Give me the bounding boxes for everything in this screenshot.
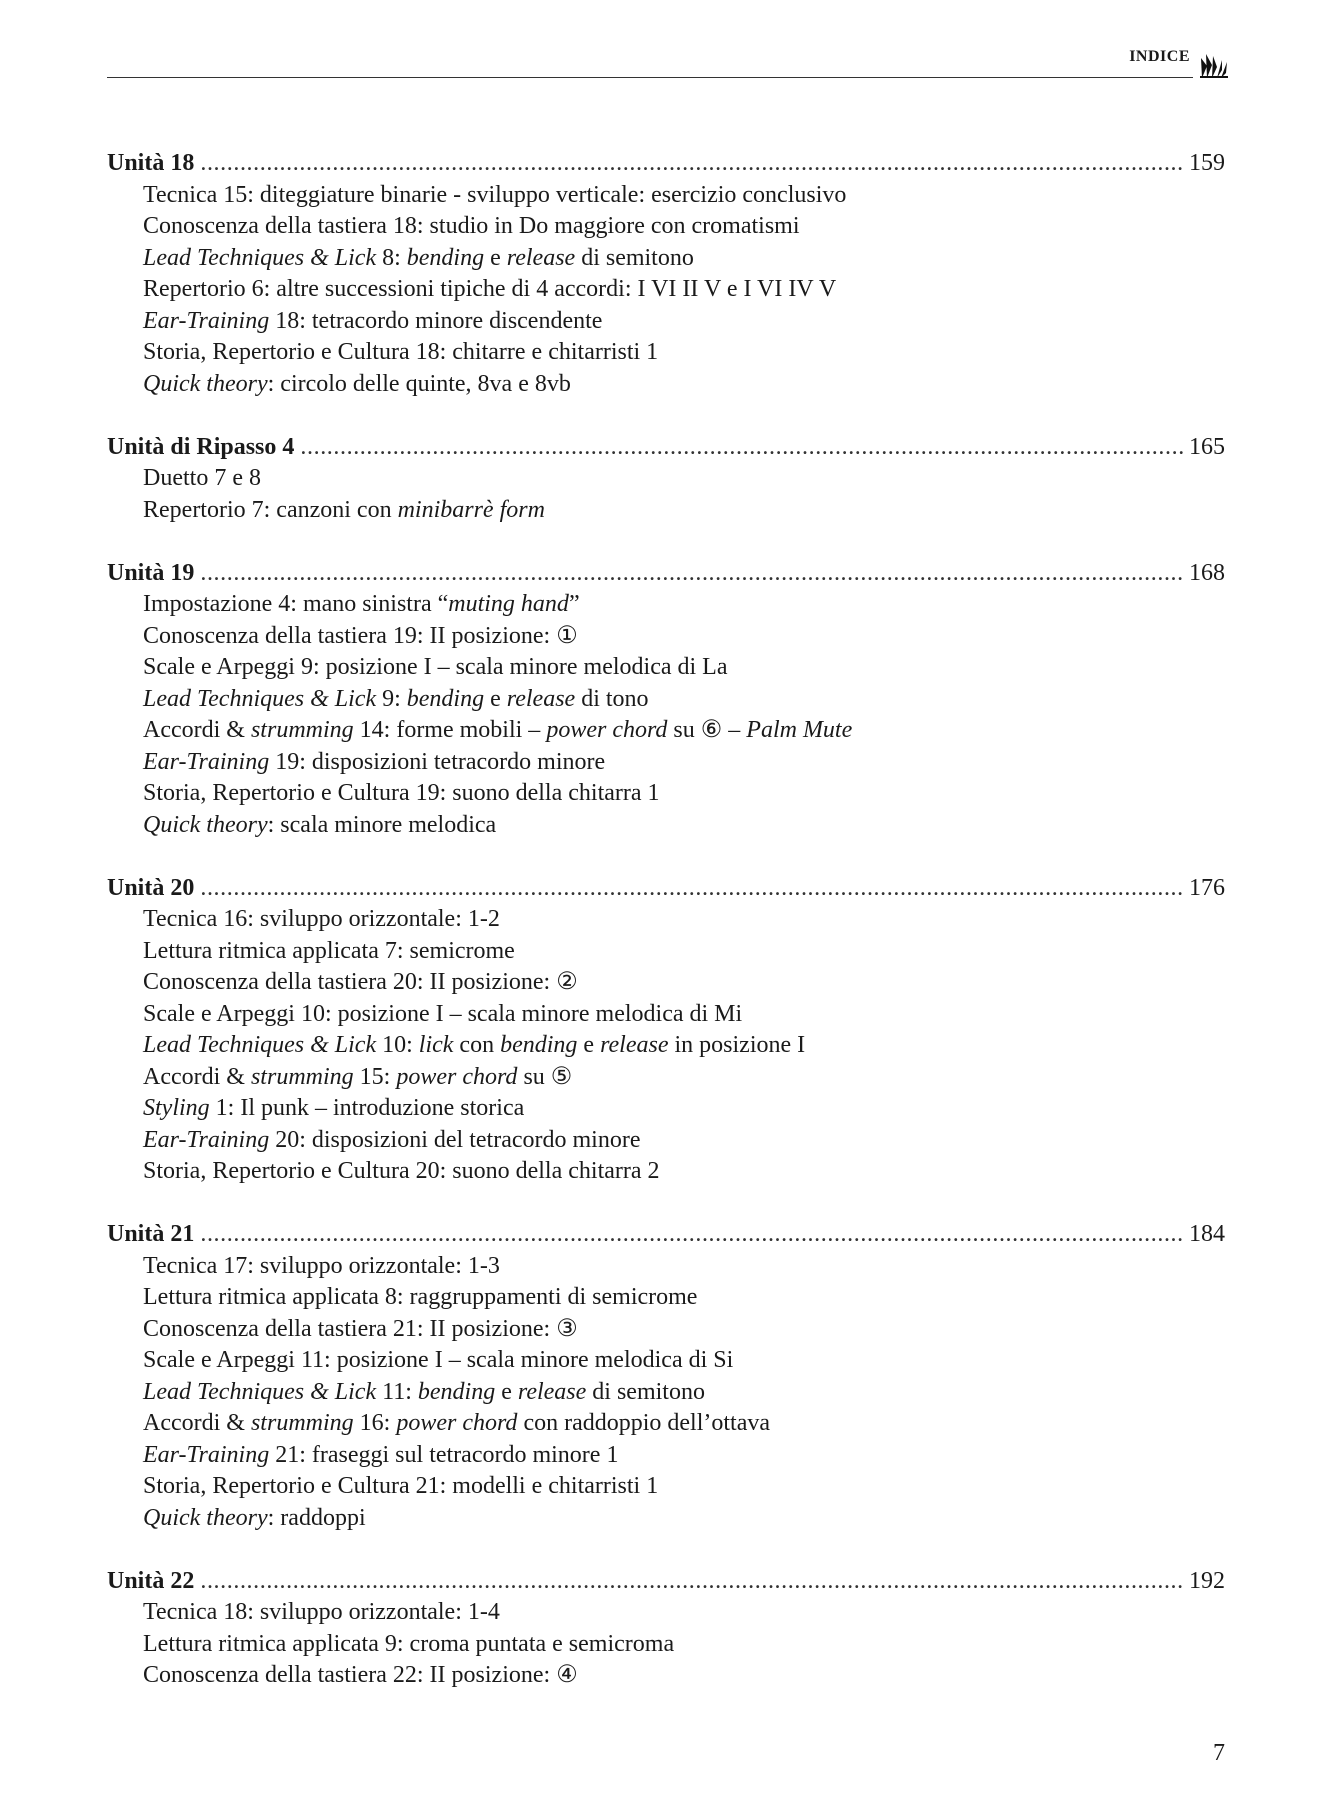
toc-entry [143,1660,1225,1692]
toc-unit-heading [107,1566,1225,1598]
unit-title: Unità 19 [107,559,195,586]
entry-text-italic: power chord [546,717,668,743]
entry-text: 10: [376,1032,419,1058]
entry-text-italic: strumming [250,717,354,743]
entry-text: Scale e Arpeggi 10: posizione I – scala minore melodica di Mi [143,1000,743,1027]
toc-entry [143,747,1225,779]
entry-text: Tecnica 18: sviluppo orizzontale: 1-4 [143,1599,500,1625]
unit-page-number: 159 [1189,150,1225,176]
unit-title: Unità 20 [107,874,195,901]
entry-text: di semitono [575,244,694,271]
entry-text: Lettura ritmica applicata 8: raggruppamenti di semicrome [143,1284,698,1310]
unit-page-number: 168 [1189,559,1225,586]
entry-text: 21: fraseggi sul tetracordo minore 1 [269,1441,619,1468]
entry-text: Repertorio 7: canzoni con [143,496,398,523]
entry-text-italic: Quick theory [143,370,268,397]
entry-text: e [577,1032,601,1058]
entry-text-italic: release [506,685,576,712]
toc-entry [143,1282,1225,1314]
toc-unit [107,432,1225,527]
entry-text: 18: tetracordo minore discendente [269,307,603,334]
unit-title: Unità di Ripasso 4 [107,433,295,460]
toc-entry [143,211,1225,243]
toc-entry [143,1597,1225,1629]
entry-text: con [453,1032,501,1058]
entry-text: 14: forme mobili – [353,717,547,743]
toc-entries [107,463,1225,526]
entry-text-italic: Lead Techniques & Lick [143,1378,377,1405]
dot-leader [200,148,1185,180]
entry-text: Conoscenza della tastiera 18: studio in Do maggiore con cromatismi [143,213,800,239]
entry-text: e [484,685,507,712]
entry-text: Conoscenza della tastiera 22: II posizione: ④ [143,1662,578,1688]
entry-text: : circolo delle quinte, 8va e 8vb [267,370,571,397]
toc-entry [143,463,1225,495]
toc-entry [143,274,1225,306]
entry-text-italic: Lead Techniques & Lick [143,244,377,271]
entry-text: Tecnica 15: diteggiature binarie - sviluppo verticale: esercizio conclusivo [143,181,847,208]
entry-text: Repertorio 6: altre successioni tipiche di 4 accordi: I VI II V e I VI IV V [143,276,837,302]
unit-page-number: 184 [1189,1221,1225,1247]
entry-text-italic: release [517,1378,587,1405]
toc-entry [143,936,1225,968]
entry-text: Accordi & [143,717,251,743]
entry-text: 20: disposizioni del tetracordo minore [269,1126,641,1153]
unit-page-number: 165 [1189,433,1225,460]
entry-text: 19: disposizioni tetracordo minore [269,748,606,775]
toc-unit [107,873,1225,1188]
entry-text-italic: bending [417,1378,496,1405]
entry-text-italic: bending [500,1032,578,1058]
entry-text-italic: Ear-Training [143,1441,270,1468]
toc-entries [107,1251,1225,1535]
entry-text: con raddoppio dell’ottava [517,1410,771,1436]
entry-text-italic: strumming [250,1063,354,1090]
entry-text: Duetto 7 e 8 [143,465,261,491]
entry-text: Accordi & [143,1063,251,1090]
entry-text: di semitono [586,1378,705,1405]
unit-page-number: 176 [1189,874,1225,901]
toc-entries [107,180,1225,401]
toc-unit-heading [107,873,1225,905]
running-header: INDICE [1129,48,1190,65]
entry-text-italic: bending [406,244,485,271]
entry-text: Conoscenza della tastiera 20: II posizione: ② [143,969,578,995]
entry-text-italic: lick [418,1032,454,1058]
toc-entry [143,810,1225,842]
entry-text-italic: Ear-Training [143,1126,270,1153]
entry-text-italic: Quick theory [143,1504,268,1531]
unit-page-number: 192 [1189,1567,1225,1594]
entry-text-italic: minibarrè form [397,496,545,523]
toc-entry [143,1093,1225,1125]
toc-entry [143,1156,1225,1188]
table-of-contents [107,148,1225,1723]
entry-text: e [495,1378,518,1405]
toc-entry [143,1062,1225,1094]
toc-entry [143,1503,1225,1535]
entry-text-italic: strumming [250,1410,354,1436]
entry-text-italic: power chord [396,1063,518,1090]
entry-text-italic: Palm Mute [746,717,853,743]
entry-text: Impostazione 4: mano sinistra “ [143,591,449,617]
header-rule [107,77,1193,78]
entry-text: Storia, Repertorio e Cultura 20: suono della chitarra 2 [143,1158,660,1184]
toc-entry [143,967,1225,999]
entry-text-italic: Ear-Training [143,748,270,775]
toc-entry [143,589,1225,621]
toc-entry [143,684,1225,716]
toc-entry [143,306,1225,338]
entry-text: in posizione I [668,1032,806,1058]
toc-entry [143,1440,1225,1472]
toc-entry [143,778,1225,810]
entry-text: su ⑤ [517,1063,573,1090]
entry-text-italic: release [600,1032,669,1058]
entry-text: Lettura ritmica applicata 7: semicrome [143,937,515,964]
toc-entry [143,999,1225,1031]
entry-text-italic: Ear-Training [143,307,270,334]
toc-entry [143,1030,1225,1062]
entry-text: Storia, Repertorio e Cultura 21: modelli e chitarristi 1 [143,1473,659,1499]
entry-text: su ⑥ – [667,717,747,743]
dot-leader [200,873,1185,905]
toc-entry [143,1408,1225,1440]
entry-text-italic: release [506,244,576,271]
entry-text-italic: Styling [143,1095,210,1121]
toc-unit-heading [107,148,1225,180]
entry-text: Scale e Arpeggi 9: posizione I – scala minore melodica di La [143,654,728,680]
toc-unit-heading [107,558,1225,590]
unit-title: Unità 18 [107,150,195,176]
toc-entry [143,369,1225,401]
entry-text: 1: Il punk – introduzione storica [209,1095,525,1121]
entry-text: ” [568,591,580,617]
entry-text-italic: power chord [396,1410,518,1436]
toc-unit [107,558,1225,842]
toc-entry [143,1314,1225,1346]
toc-entry [143,1629,1225,1661]
unit-title: Unità 21 [107,1221,195,1247]
toc-entry [143,1345,1225,1377]
toc-entries [107,904,1225,1188]
dot-leader [200,1219,1185,1251]
entry-text: Scale e Arpeggi 11: posizione I – scala minore melodica di Si [143,1347,734,1373]
toc-entry [143,621,1225,653]
entry-text: di tono [575,685,649,712]
toc-unit [107,1219,1225,1534]
toc-entry [143,243,1225,275]
toc-entry [143,337,1225,369]
entry-text-italic: Lead Techniques & Lick [143,685,377,712]
toc-entry [143,904,1225,936]
entry-text-italic: Quick theory [143,811,268,838]
entry-text: : scala minore melodica [267,811,497,838]
toc-unit-heading [107,432,1225,464]
entry-text: Lettura ritmica applicata 9: croma puntata e semicroma [143,1630,675,1657]
dot-leader [200,1566,1185,1598]
toc-entry [143,180,1225,212]
entry-text-italic: Lead Techniques & Lick [143,1032,377,1058]
entry-text-italic: muting hand [448,591,569,617]
toc-entry [143,652,1225,684]
entry-text: 9: [376,685,407,712]
page-number: 7 [1213,1740,1225,1766]
toc-unit [107,1566,1225,1692]
entry-text: Storia, Repertorio e Cultura 19: suono della chitarra 1 [143,780,660,806]
toc-entry [143,1251,1225,1283]
entry-text: 8: [376,244,407,271]
grass-logo-icon [1200,52,1228,78]
dot-leader [300,432,1185,464]
entry-text: Accordi & [143,1410,251,1436]
entry-text: e [484,244,507,271]
toc-unit [107,148,1225,400]
toc-entry [143,1377,1225,1409]
toc-entries [107,1597,1225,1692]
entry-text: Conoscenza della tastiera 21: II posizione: ③ [143,1315,578,1342]
entry-text: : raddoppi [267,1504,366,1531]
toc-entry [143,495,1225,527]
entry-text: Tecnica 17: sviluppo orizzontale: 1-3 [143,1252,500,1279]
toc-entry [143,1125,1225,1157]
unit-title: Unità 22 [107,1567,195,1594]
entry-text-italic: bending [406,685,485,712]
toc-entry [143,1471,1225,1503]
dot-leader [200,558,1185,590]
entry-text: 15: [353,1063,397,1090]
entry-text: 11: [376,1378,418,1405]
toc-unit-heading [107,1219,1225,1251]
entry-text: Storia, Repertorio e Cultura 18: chitarre e chitarristi 1 [143,339,659,365]
entry-text: Tecnica 16: sviluppo orizzontale: 1-2 [143,906,500,932]
toc-entry [143,715,1225,747]
entry-text: Conoscenza della tastiera 19: II posizione: ① [143,622,578,649]
toc-entries [107,589,1225,841]
entry-text: 16: [353,1410,397,1436]
